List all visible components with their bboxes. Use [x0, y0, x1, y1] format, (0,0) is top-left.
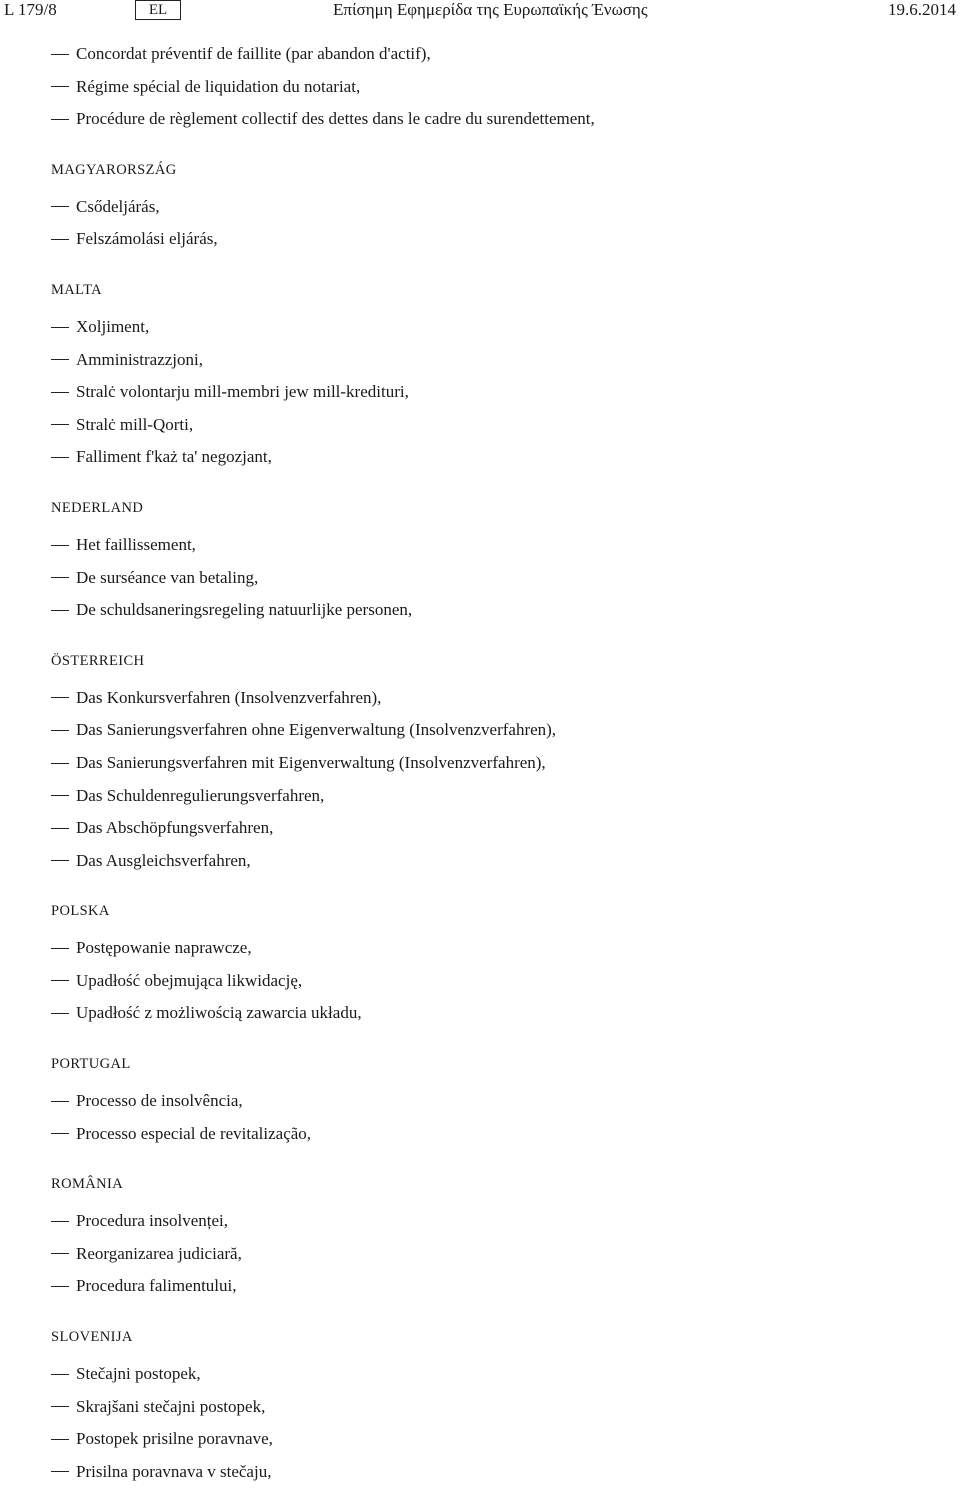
list-item-text: Das Sanierungsverfahren ohne Eigenverwaltung (Insolvenzverfahren), [76, 720, 557, 740]
list-item [51, 73, 931, 106]
list-item-text: Das Abschöpfungsverfahren, [76, 818, 274, 838]
em-dash-bullet [51, 239, 69, 240]
em-dash-bullet [51, 1439, 69, 1440]
em-dash-bullet [51, 828, 69, 829]
list-item-text: Felszámolási eljárás, [76, 229, 218, 249]
list-item-text: Stralċ mill-Qorti, [76, 414, 194, 434]
em-dash-bullet [51, 359, 69, 360]
list-item-text: Xoljiment, [76, 316, 150, 336]
list-item [51, 1425, 931, 1458]
country-heading: ROMÂNIA [51, 1176, 124, 1193]
list-item [51, 225, 931, 258]
list-item-text: Upadłość obejmująca likwidację, [76, 970, 303, 990]
list-item-text: Stralċ volontarju mill-membri jew mill-kredituri, [76, 382, 409, 402]
list-item [51, 1393, 931, 1426]
em-dash-bullet [51, 1374, 69, 1375]
em-dash-bullet [51, 1101, 69, 1102]
list-item-text: Reorganizarea judiciară, [76, 1243, 242, 1263]
em-dash-bullet [51, 457, 69, 458]
list-item-text: Postępowanie naprawcze, [76, 938, 252, 958]
list-item [51, 313, 931, 346]
country-section [51, 40, 931, 138]
em-dash-bullet [51, 860, 69, 861]
list-item-text: Concordat préventif de faillite (par abandon d'actif), [76, 44, 431, 63]
country-section [51, 651, 931, 880]
country-heading: NEDERLAND [51, 499, 144, 516]
list-item [51, 443, 931, 476]
list-item [51, 749, 931, 782]
list-item-text: Falliment f'każ ta' negozjant, [76, 447, 272, 467]
country-heading: ÖSTERREICH [51, 652, 145, 669]
country-heading: POLSKA [51, 903, 110, 920]
list-item-text: Prisilna poravnava v stečaju, [76, 1461, 272, 1481]
country-heading: PORTUGAL [51, 1056, 131, 1073]
em-dash-bullet [51, 424, 69, 425]
em-dash-bullet [51, 206, 69, 207]
em-dash-bullet [51, 1471, 69, 1472]
list-item [51, 814, 931, 847]
language-code-box: EL [135, 0, 181, 20]
country-heading: SLOVENIJA [51, 1329, 133, 1346]
list-item-text: Das Sanierungsverfahren mit Eigenverwaltung (Insolvenzverfahren), [76, 752, 546, 772]
em-dash-bullet [51, 86, 69, 87]
list-item [51, 934, 931, 967]
list-item [51, 1087, 931, 1120]
country-section [51, 1054, 931, 1152]
list-item [51, 564, 931, 597]
em-dash-bullet [51, 1406, 69, 1407]
list-item [51, 1458, 931, 1490]
list-item-text: Das Ausgleichsverfahren, [76, 850, 251, 870]
list-item-text: Procédure de règlement collectif des dettes dans le cadre du surendettement, [76, 109, 595, 129]
list-item-text: Régime spécial de liquidation du notariat, [76, 76, 361, 96]
list-item [51, 967, 931, 1000]
em-dash-bullet [51, 948, 69, 949]
list-item-text: Procedura insolvenței, [76, 1211, 229, 1231]
list-item [51, 847, 931, 880]
list-item-text: Processo de insolvência, [76, 1091, 243, 1111]
list-item-text: Postopek prisilne poravnave, [76, 1429, 273, 1449]
country-section [51, 901, 931, 1032]
country-section [51, 498, 931, 629]
list-item-text: Procedura falimentului, [76, 1276, 237, 1296]
list-item-text: Upadłość z możliwością zawarcia układu, [76, 1003, 362, 1023]
journal-title: Επίσημη Εφημερίδα της Ευρωπαϊκής Ένωσης [333, 0, 648, 19]
em-dash-bullet [51, 1133, 69, 1134]
list-item-text: Stečajni postopek, [76, 1364, 201, 1384]
list-item [51, 782, 931, 815]
em-dash-bullet [51, 795, 69, 796]
list-item [51, 346, 931, 379]
list-item-text: Das Schuldenregulierungsverfahren, [76, 785, 325, 805]
em-dash-bullet [51, 54, 69, 55]
em-dash-bullet [51, 610, 69, 611]
list-item-text: Processo especial de revitalização, [76, 1123, 312, 1143]
country-heading: MAGYARORSZÁG [51, 161, 177, 178]
list-item [51, 1272, 931, 1305]
em-dash-bullet [51, 1253, 69, 1254]
list-item-text: De schuldsaneringsregeling natuurlijke personen, [76, 600, 413, 620]
list-item [51, 40, 931, 73]
list-item-text: Skrajšani stečajni postopek, [76, 1396, 266, 1416]
em-dash-bullet [51, 1221, 69, 1222]
em-dash-bullet [51, 119, 69, 120]
em-dash-bullet [51, 1013, 69, 1014]
list-item [51, 1207, 931, 1240]
page-reference: L 179/8 [4, 0, 57, 19]
list-item [51, 105, 931, 138]
list-item [51, 411, 931, 444]
country-section [51, 1174, 931, 1305]
country-section [51, 280, 931, 476]
list-item [51, 999, 931, 1032]
country-section [51, 160, 931, 258]
country-section [51, 1327, 931, 1490]
em-dash-bullet [51, 577, 69, 578]
publication-date: 19.6.2014 [888, 0, 956, 19]
document-body [51, 40, 931, 1490]
em-dash-bullet [51, 545, 69, 546]
em-dash-bullet [51, 980, 69, 981]
list-item [51, 596, 931, 629]
list-item [51, 193, 931, 226]
list-item [51, 1120, 931, 1153]
list-item [51, 684, 931, 717]
list-item-text: Amministrazzjoni, [76, 349, 204, 369]
em-dash-bullet [51, 327, 69, 328]
page-header [0, 0, 960, 22]
list-item [51, 716, 931, 749]
list-item-text: Csődeljárás, [76, 196, 160, 216]
list-item-text: Das Konkursverfahren (Insolvenzverfahren), [76, 687, 382, 707]
em-dash-bullet [51, 1286, 69, 1287]
list-item-text: Het faillissement, [76, 534, 196, 554]
list-item [51, 1240, 931, 1273]
em-dash-bullet [51, 697, 69, 698]
list-item-text: De surséance van betaling, [76, 567, 259, 587]
country-heading: MALTA [51, 281, 103, 298]
em-dash-bullet [51, 763, 69, 764]
list-item [51, 378, 931, 411]
list-item [51, 1360, 931, 1393]
em-dash-bullet [51, 730, 69, 731]
em-dash-bullet [51, 392, 69, 393]
list-item [51, 531, 931, 564]
